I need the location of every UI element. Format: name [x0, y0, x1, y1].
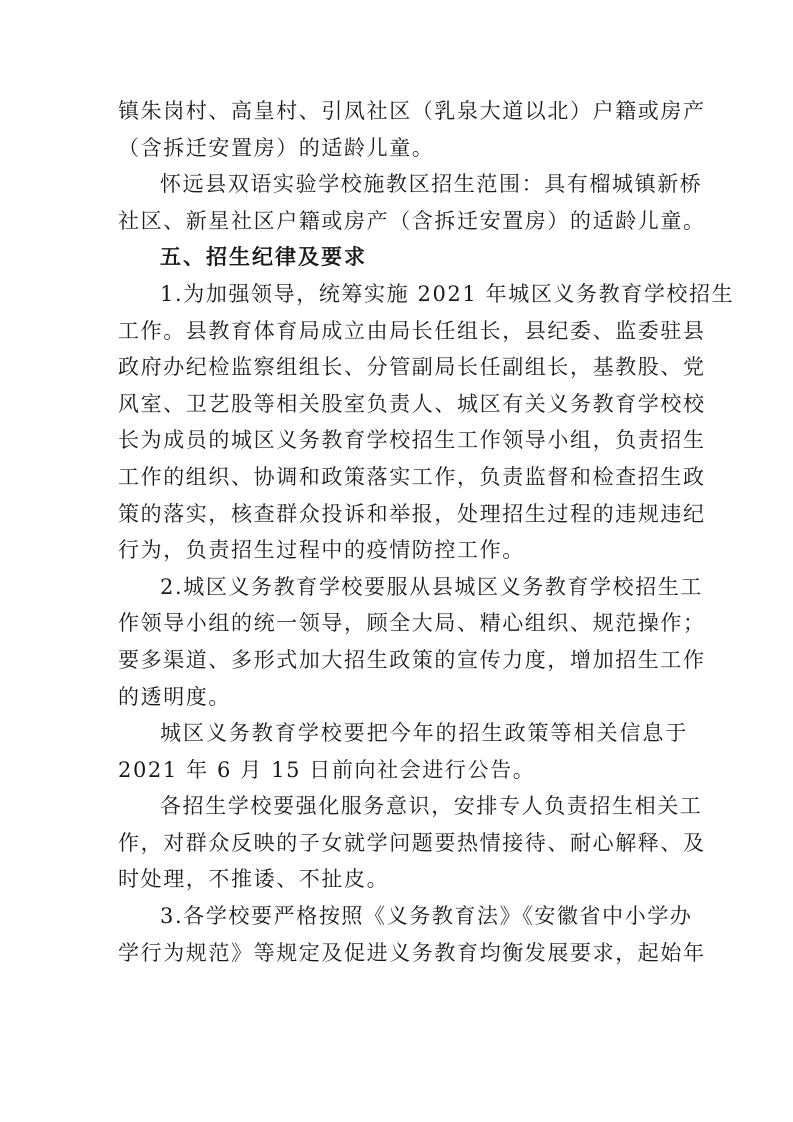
text-line: 各招生学校要强化服务意识，安排专人负责招生相关工 [160, 794, 703, 819]
document-body [118, 93, 735, 971]
section-heading: 五、招生纪律及要求 [160, 245, 367, 270]
text-line: 工作。县教育体育局成立由局长任组长，县纪委、监委驻县 [118, 318, 706, 343]
text-line: 行为，负责招生过程中的疫情防控工作。 [118, 538, 525, 563]
text-line: 长为成员的城区义务教育学校招生工作领导小组，负责招生 [118, 428, 706, 453]
text-line: 2021 年 6 月 15 日前向社会进行公告。 [118, 757, 536, 782]
text-line: 3.各学校要严格按照《义务教育法》《安徽省中小学办 [160, 904, 693, 929]
text-line: 风室、卫艺股等相关股室负责人、城区有关义务教育学校校 [118, 391, 706, 416]
text-line: 2.城区义务教育学校要服从县城区义务教育学校招生工 [160, 574, 704, 599]
text-line: 政府办纪检监察组组长、分管副局长任副组长，基教股、党 [118, 355, 706, 380]
text-line: 工作的组织、协调和政策落实工作，负责监督和检查招生政 [118, 464, 706, 489]
text-line: （含拆迁安置房）的适龄儿童。 [118, 135, 435, 160]
text-line: 要多渠道、多形式加大招生政策的宣传力度，增加招生工作 [118, 647, 706, 672]
text-line: 策的落实，核查群众投诉和举报，处理招生过程的违规违纪 [118, 501, 706, 526]
text-line: 作，对群众反映的子女就学问题要热情接待、耐心解释、及 [118, 830, 706, 855]
text-line: 镇朱岗村、高皇村、引凤社区（乳泉大道以北）户籍或房产 [118, 99, 706, 123]
text-line: 学行为规范》等规定及促进义务教育均衡发展要求，起始年 [118, 940, 706, 965]
text-line: 社区、新星社区户籍或房产（含拆迁安置房）的适龄儿童。 [118, 208, 706, 233]
text-line: 的透明度。 [118, 684, 231, 709]
text-line: 城区义务教育学校要把今年的招生政策等相关信息于 [160, 721, 688, 746]
text-line: 怀远县双语实验学校施教区招生范围：具有榴城镇新桥 [160, 172, 703, 197]
text-line: 时处理，不推诿、不扯皮。 [118, 867, 390, 892]
text-line: 1.为加强领导，统筹实施 2021 年城区义务教育学校招生 [160, 281, 735, 306]
text-line: 作领导小组的统一领导，顾全大局、精心组织、规范操作； [118, 611, 706, 636]
